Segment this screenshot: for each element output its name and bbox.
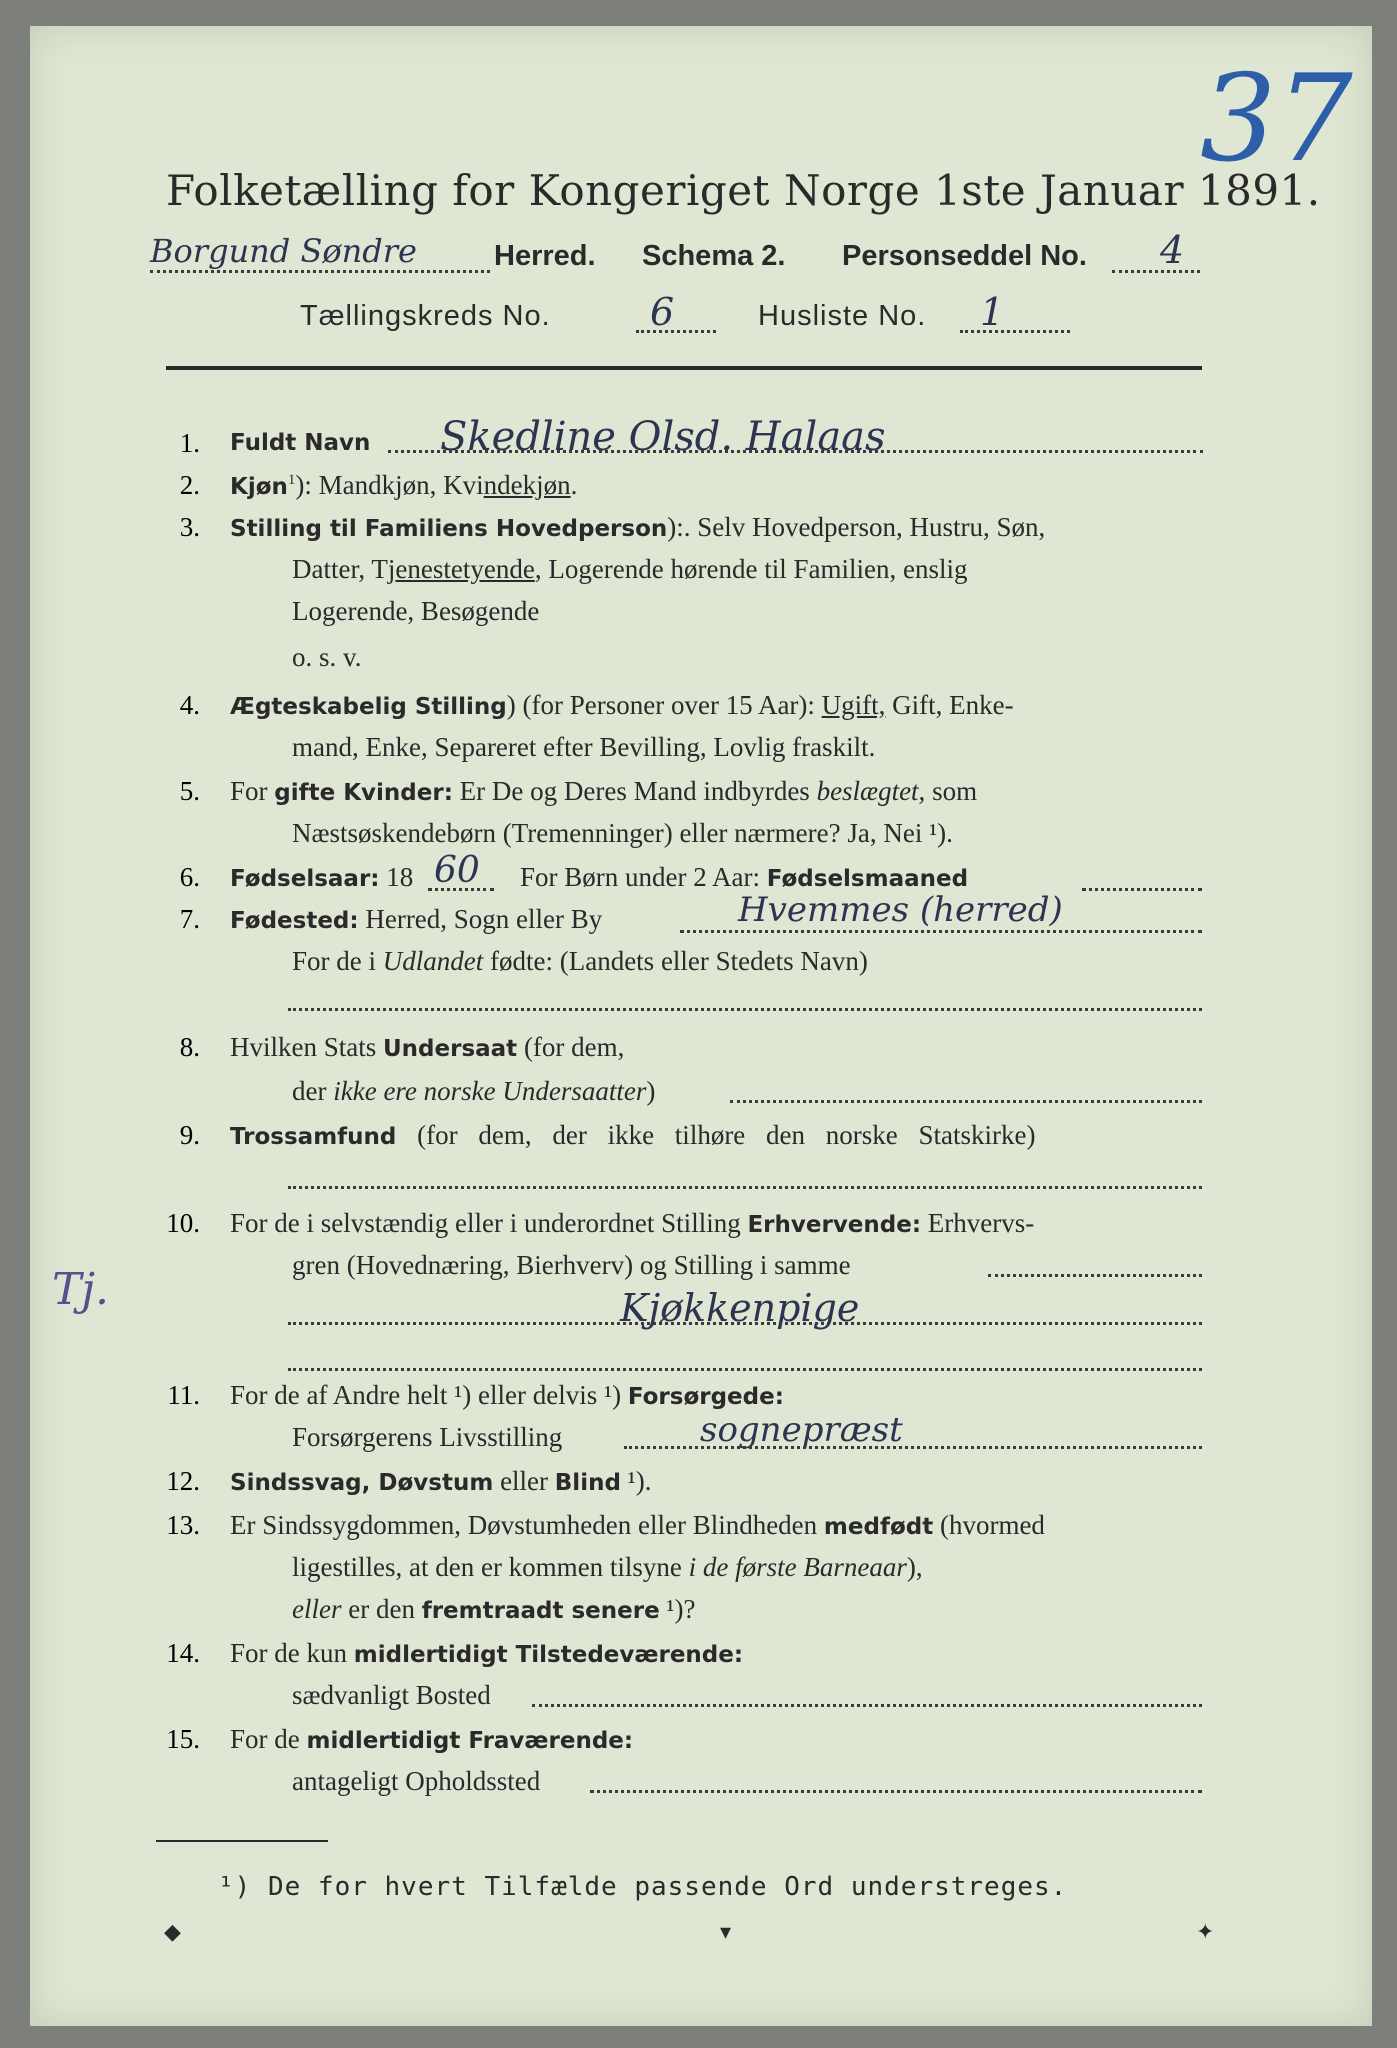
item-number: 3. [179, 512, 200, 542]
q2-text-end: . [570, 470, 578, 500]
q2-underlined: ndekjøn [483, 470, 571, 500]
q9-text: (for dem, der ikke tilhøre den norske Statskirke) [396, 1120, 1036, 1150]
q8-label: Undersaat [383, 1036, 518, 1062]
husliste-value: 1 [980, 290, 1005, 334]
herred-label: Herred. [494, 240, 596, 272]
q6-value: 60 [434, 850, 480, 891]
form-title: Folketælling for Kongeriget Norge 1ste Januar 1891. [166, 166, 1321, 215]
q12-label2: Blind [554, 1470, 621, 1496]
q11-line2: Forsørgerens Livsstilling [292, 1422, 563, 1452]
q13-label: medfødt [823, 1514, 934, 1540]
q1-value: Skedline Olsd. Halaas [440, 414, 886, 460]
q13-line2-b: ), [906, 1552, 923, 1582]
q4-underlined: Ugift, [821, 690, 886, 720]
q12-label: Sindssvag, Døvstum [230, 1470, 494, 1496]
q7-line2-italic: Udlandet [382, 946, 484, 976]
q13-a: Er Sindssygdommen, Døvstumheden eller Blindheden [230, 1510, 824, 1540]
q6-prefix: 18 [379, 862, 414, 892]
footnote-marker: 1 [287, 472, 296, 488]
item-number: 1. [179, 428, 200, 458]
q13-line3-italic: eller [292, 1594, 342, 1624]
registration-mark: ◆ [164, 1920, 181, 1945]
personseddel-label: Personseddel No. [842, 240, 1087, 272]
q3-line3: Logerende, Besøgende [292, 596, 540, 626]
q6-label2: Fødselsmaaned [766, 866, 969, 892]
footnote: ¹) De for hvert Tilfælde passende Ord understreges. [218, 1872, 1068, 1902]
q10-line [230, 1208, 1034, 1239]
q12-a: eller [493, 1466, 555, 1496]
q15-line [230, 1724, 633, 1755]
q11-a: For de af Andre helt ¹) eller delvis ¹) [230, 1380, 628, 1410]
q14-line2: sædvanligt Bosted [292, 1680, 491, 1710]
q6-label: Fødselsaar: [230, 866, 380, 892]
q4-text-end: Gift, Enke- [885, 690, 1014, 720]
q13-line3-b: ¹)? [659, 1594, 696, 1624]
q13-line3 [292, 1594, 696, 1625]
q5-a: For [230, 776, 275, 806]
q3-line2 [292, 554, 967, 585]
q2-label: Kjøn [230, 474, 288, 500]
item-number: 5. [179, 776, 200, 806]
q9-label: Trossamfund [230, 1124, 397, 1150]
registration-mark: ▾ [720, 1920, 732, 1945]
q3-line1 [230, 512, 1202, 543]
q5-c: som [925, 776, 978, 806]
q4-label: Ægteskabelig Stilling [230, 694, 507, 720]
q5-label: gifte Kvinder: [274, 780, 453, 806]
q4-line2: mand, Enke, Separeret efter Bevilling, Lovlig fraskilt. [292, 732, 876, 762]
q13-line3-a: er den [341, 1594, 422, 1624]
item-number: 4. [179, 690, 200, 720]
footnote-rule [156, 1840, 328, 1842]
q4-line1 [230, 690, 1014, 721]
q3-line4: o. s. v. [292, 642, 362, 672]
corner-number: 37 [1200, 50, 1353, 189]
item-number: 7. [179, 904, 200, 934]
q10-value: Kjøkkenpige [620, 1286, 860, 1330]
schema-label: Schema 2. [642, 240, 786, 272]
q10-line2: gren (Hovednæring, Bierhverv) og Stilling i samme [292, 1250, 851, 1280]
q14-line [230, 1638, 743, 1669]
item-number: 11. [167, 1380, 200, 1410]
q7-value: Hvemmes (herred) [738, 890, 1063, 930]
item-number: 14. [166, 1638, 200, 1668]
item-number: 12. [166, 1466, 200, 1496]
q5-b: Er De og Deres Mand indbyrdes [452, 776, 817, 806]
q7-line2-a: For de i [292, 946, 383, 976]
q5-line1 [230, 776, 977, 807]
q13-b: (hvormed [933, 1510, 1045, 1540]
q15-label: midlertidigt Fraværende: [306, 1728, 634, 1754]
item-number: 6. [179, 862, 200, 892]
q13-line2-a: ligestilles, at den er kommen tilsyne [292, 1552, 689, 1582]
registration-mark: ✦ [1196, 1920, 1215, 1945]
q1-label: Fuldt Navn [230, 430, 371, 456]
q10-b: Erhvervs- [921, 1208, 1035, 1238]
header-rule [166, 366, 1202, 370]
q7-line [230, 904, 602, 935]
q6-line-b [520, 862, 968, 893]
q8-b: (for dem, [517, 1032, 625, 1062]
q6-line [230, 862, 413, 893]
item-number: 8. [179, 1032, 200, 1062]
q3-label: Stilling til Familiens Hovedperson [230, 516, 668, 542]
kreds-label: Tællingskreds No. [300, 300, 551, 332]
item-number: 9. [179, 1120, 200, 1150]
q7-a: Herred, Sogn eller By [358, 904, 603, 934]
q9-line [230, 1120, 1035, 1151]
q3-line2-b: , Logerende hørende til Familien, enslig [534, 554, 968, 584]
q13-line3-label: fremtraadt senere [421, 1598, 660, 1624]
q2-text: ): Mandkjøn, Kvi [295, 470, 484, 500]
q10-a: For de i selvstændig eller i underordnet Stilling [230, 1208, 748, 1238]
q8-line2-a: der [292, 1076, 334, 1106]
husliste-label: Husliste No. [758, 300, 927, 332]
q8-line2-b: ) [646, 1076, 656, 1106]
q15-a: For de [230, 1724, 307, 1754]
item-number: 13. [166, 1510, 200, 1540]
q6-b: For Børn under 2 Aar: [520, 862, 767, 892]
herred-value: Borgund Søndre [150, 232, 417, 270]
q5-line2: Næstsøskendebørn (Tremenninger) eller nærmere? Ja, Nei ¹). [292, 818, 953, 848]
q11-value: sognepræst [700, 1410, 903, 1450]
q8-line [230, 1032, 624, 1063]
q12-b: ¹). [620, 1466, 652, 1496]
margin-note: Tj. [52, 1264, 109, 1315]
item-number: 2. [179, 470, 200, 500]
q14-a: For de kun [230, 1638, 354, 1668]
q11-line [230, 1380, 784, 1411]
q2-line [230, 470, 577, 501]
q7-line2 [292, 946, 868, 977]
q14-label: midlertidigt Tilstedeværende: [353, 1642, 744, 1668]
q8-line2-italic: ikke ere norske Undersaatter [333, 1076, 647, 1106]
kreds-value: 6 [650, 290, 675, 334]
personseddel-value: 4 [1160, 228, 1185, 272]
q7-label: Fødested: [230, 908, 359, 934]
q3-underlined: enestetyende [395, 554, 535, 584]
q4-text: ) (for Personer over 15 Aar): [506, 690, 822, 720]
q8-a: Hvilken Stats [230, 1032, 383, 1062]
q3-line2-a: Datter, Tj [292, 554, 396, 584]
q15-line2: antageligt Opholdssted [292, 1766, 541, 1796]
q13-line2-italic: i de første Barneaar [688, 1552, 907, 1582]
q8-line2 [292, 1076, 655, 1107]
q13-line [230, 1510, 1045, 1541]
q3-text: ):. Selv Hovedperson, Hustru, Søn, [667, 512, 1046, 542]
q12-line [230, 1466, 652, 1497]
item-number: 10. [166, 1208, 200, 1238]
item-number: 15. [166, 1724, 200, 1754]
q10-label: Erhvervende: [747, 1212, 922, 1238]
q7-line2-b: fødte: (Landets eller Stedets Navn) [483, 946, 868, 976]
q5-italic: beslægtet, [816, 776, 926, 806]
q11-label: Forsørgede: [627, 1384, 784, 1410]
q13-line2 [292, 1552, 923, 1583]
